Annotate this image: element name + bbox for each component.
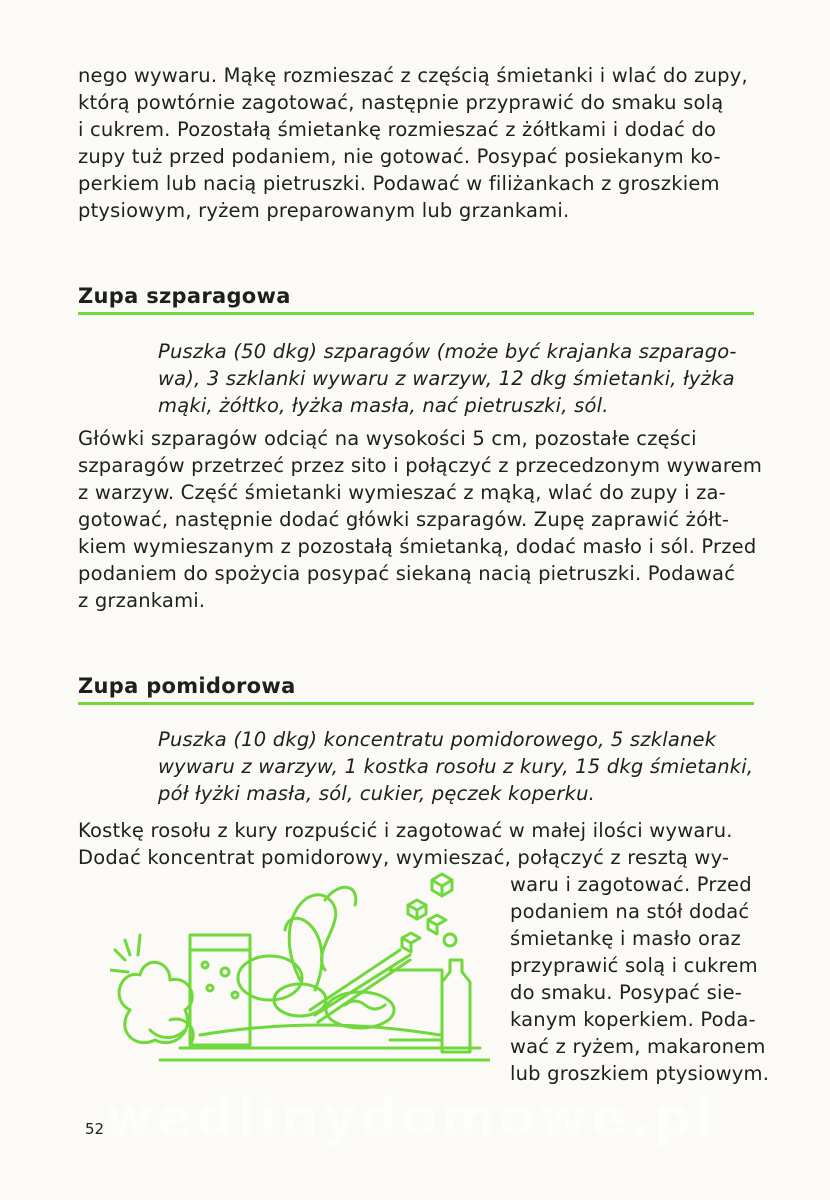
recipe2-ingredients-line-2: wywaru z warzyw, 1 kostka rosołu z kury, 15 dkg śmietanki, xyxy=(158,755,754,778)
recipe2-method-narrow-line-3: śmietankę i masło oraz xyxy=(510,927,741,950)
recipe1-ingredients-line-1: Puszka (50 dkg) szparagów (może być krajanka szparago- xyxy=(158,340,737,363)
recipe1-method-line-3: z warzyw. Część śmietanki wymieszać z mąką, wlać do zupy i za- xyxy=(78,481,726,504)
recipe2-ingredients-line-3: pół łyżki masła, sól, cukier, pęczek koperku. xyxy=(158,782,596,805)
recipe2-method-narrow-line-7: wać z ryżem, makaronem xyxy=(510,1035,766,1058)
intro-line-4: zupy tuż przed podaniem, nie gotować. Posypać posiekanym ko- xyxy=(78,145,721,168)
recipe2-method-narrow-line-4: przyprawić solą i cukrem xyxy=(510,954,758,977)
recipe2-method-line-2: Dodać koncentrat pomidorowy, wymieszać, połączyć z resztą wy- xyxy=(78,846,730,869)
recipe2-method-narrow-line-8: lub groszkiem ptysiowym. xyxy=(510,1062,770,1085)
recipe1-method-line-5: kiem wymieszanym z pozostałą śmietanką, dodać masło i sól. Przed xyxy=(78,535,757,558)
kitchen-still-life-illustration xyxy=(110,860,490,1075)
recipe1-ingredients-line-2: wa), 3 szklanki wywaru z warzyw, 12 dkg śmietanki, łyżka xyxy=(158,367,735,390)
intro-line-3: i cukrem. Pozostałą śmietankę rozmieszać z żółtkami i dodać do xyxy=(78,118,717,141)
recipe1-ingredients-line-3: mąki, żółtko, łyżka masła, nać pietruszki, sól. xyxy=(158,394,609,417)
recipe1-method-line-2: szparagów przetrzeć przez sito i połączyć z przecedzonym wywarem xyxy=(78,454,763,477)
recipe2-title: Zupa pomidorowa xyxy=(78,674,296,698)
recipe1-method-line-4: gotować, następnie dodać główki szparagów. Zupę zaprawić żółt- xyxy=(78,508,730,531)
recipe2-title-rule xyxy=(78,702,754,705)
recipe2-method-narrow-line-5: do smaku. Posypać sie- xyxy=(510,981,743,1004)
intro-line-5: perkiem lub nacią pietruszki. Podawać w filiżankach z groszkiem xyxy=(78,172,720,195)
watermark: wedlinydomowe.pl xyxy=(105,1088,718,1148)
recipe1-title-rule xyxy=(78,312,754,315)
recipe2-method-line-1: Kostkę rosołu z kury rozpuścić i zagotować w małej ilości wywaru. xyxy=(78,819,733,842)
intro-line-2: którą powtórnie zagotować, następnie przyprawić do smaku solą xyxy=(78,91,724,114)
recipe2-method-narrow-line-1: waru i zagotować. Przed xyxy=(510,873,752,896)
recipe1-title: Zupa szparagowa xyxy=(78,284,291,308)
recipe1-method-line-6: podaniem do spożycia posypać siekaną nacią pietruszki. Podawać xyxy=(78,562,736,585)
recipe2-ingredients-line-1: Puszka (10 dkg) koncentratu pomidorowego, 5 szklanek xyxy=(158,728,717,751)
intro-line-1: nego wywaru. Mąkę rozmieszać z częścią śmietanki i wlać do zupy, xyxy=(78,64,748,87)
recipe2-method-narrow-line-2: podaniem na stół dodać xyxy=(510,900,750,923)
page-number: 52 xyxy=(85,1120,105,1138)
recipe2-method-narrow-line-6: kanym koperkiem. Poda- xyxy=(510,1008,756,1031)
recipe1-method-line-1: Główki szparagów odciąć na wysokości 5 cm, pozostałe części xyxy=(78,427,697,450)
intro-line-6: ptysiowym, ryżem preparowanym lub grzankami. xyxy=(78,199,570,222)
recipe1-method-line-7: z grzankami. xyxy=(78,589,206,612)
